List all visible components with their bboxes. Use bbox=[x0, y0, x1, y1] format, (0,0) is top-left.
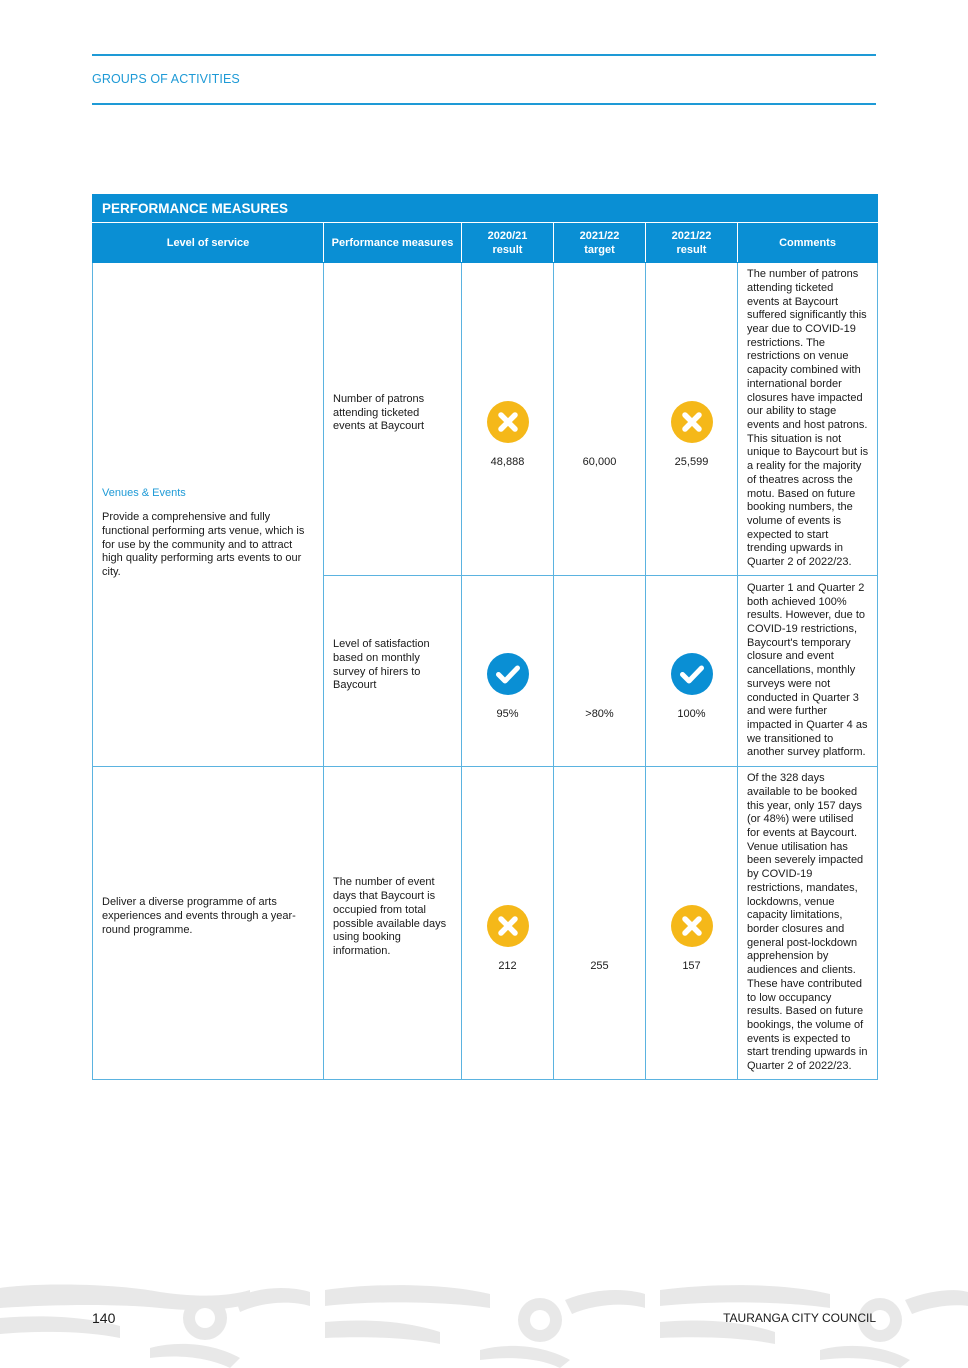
result-2020-value: 95% bbox=[496, 707, 519, 720]
col-header-target-2021-label: target bbox=[584, 243, 615, 256]
table-header-row bbox=[93, 223, 878, 263]
col-header-result-2020 bbox=[462, 223, 554, 263]
result-2020-value: 212 bbox=[498, 959, 517, 972]
cross-circle-icon bbox=[671, 401, 713, 443]
level-of-service-cell bbox=[93, 767, 324, 1080]
col-header-result-2021-label: result bbox=[676, 243, 707, 256]
col-header-result-2021-year: 2021/22 bbox=[671, 229, 712, 242]
table-row bbox=[93, 767, 878, 1080]
target-2021-cell bbox=[554, 767, 646, 1080]
result-2020-cell bbox=[462, 767, 554, 1080]
result-2021-cell bbox=[646, 767, 738, 1080]
table-title: PERFORMANCE MEASURES bbox=[93, 195, 878, 223]
check-circle-icon bbox=[671, 653, 713, 695]
result-2021-cell bbox=[646, 263, 738, 576]
comment-text: Of the 328 days available to be booked this year, only 157 days (or 48%) were utilised for events at Baycourt. Venue utilisation has been severely impacted by COVID-19 restrictions, mandates, lockdowns, venue capacity limitations, border closures and general post-lockdown apprehension by audiences and clients. These have contributed to low occupancy results. Based on future bookings, the volume of events is expected to start trending upwards in Quarter 2 of 2022/23. bbox=[747, 772, 868, 1073]
target-2021-value: 255 bbox=[590, 959, 609, 972]
check-circle-icon bbox=[487, 653, 529, 695]
col-header-performance-measures: Performance measures bbox=[324, 223, 462, 263]
measure-text: Level of satisfaction based on monthly survey of hirers to Baycourt bbox=[333, 638, 430, 692]
target-2021-cell bbox=[554, 263, 646, 576]
cross-circle-icon bbox=[487, 905, 529, 947]
section-label: GROUPS OF ACTIVITIES bbox=[92, 72, 240, 86]
target-2021-cell bbox=[554, 576, 646, 767]
col-header-comments: Comments bbox=[738, 223, 878, 263]
table-row bbox=[93, 263, 878, 576]
comment-cell bbox=[738, 576, 878, 767]
header-top-rule bbox=[92, 54, 876, 56]
service-title: Venues & Events bbox=[102, 487, 186, 500]
comment-cell bbox=[738, 263, 878, 576]
header-bottom-rule bbox=[92, 103, 876, 105]
service-description: Deliver a diverse programme of arts experiences and events through a year-round programme. bbox=[102, 896, 296, 936]
result-2021-value: 100% bbox=[677, 707, 706, 720]
performance-measures-table bbox=[92, 194, 878, 1080]
measure-cell bbox=[324, 576, 462, 767]
col-header-target-2021-year: 2021/22 bbox=[579, 229, 620, 242]
col-header-result-2021 bbox=[646, 223, 738, 263]
measure-cell bbox=[324, 263, 462, 576]
result-2021-value: 25,599 bbox=[674, 455, 709, 468]
measure-cell bbox=[324, 767, 462, 1080]
comment-text: The number of patrons attending ticketed events at Baycourt suffered significantly this year due to COVID-19 restrictions. The restrictions on venue capacity combined with international border closures have impacted our ability to stage events and host patrons. This situation is not unique to Baycourt but is a reality for the majority of theatres across the motu. Based on future booking numbers, the volume of events is expected to start trending upwards in Quarter 2 of 2022/23. bbox=[747, 268, 869, 569]
organisation-name: TAURANGA CITY COUNCIL bbox=[723, 1311, 876, 1325]
col-header-result-2020-label: result bbox=[492, 243, 523, 256]
measure-text: Number of patrons attending ticketed events at Baycourt bbox=[333, 392, 425, 433]
table-title-row bbox=[93, 195, 878, 223]
result-2021-value: 157 bbox=[682, 959, 701, 972]
target-2021-value: >80% bbox=[585, 707, 614, 720]
cross-circle-icon bbox=[487, 401, 529, 443]
level-of-service-cell bbox=[93, 263, 324, 767]
result-2020-cell bbox=[462, 576, 554, 767]
page-number: 140 bbox=[92, 1310, 116, 1326]
target-2021-value: 60,000 bbox=[582, 455, 617, 468]
comment-text: Quarter 1 and Quarter 2 both achieved 100% results. However, due to COVID-19 restrictions, Baycourt's temporary closure and event cancellations, monthly surveys were not conducted in Quarter 3 and were further impacted in Quarter 4 as we transitioned to another survey platform. bbox=[747, 581, 868, 759]
col-header-result-2020-year: 2020/21 bbox=[487, 229, 528, 242]
col-header-level-of-service: Level of service bbox=[93, 223, 324, 263]
cross-circle-icon bbox=[671, 905, 713, 947]
result-2021-cell bbox=[646, 576, 738, 767]
result-2020-cell bbox=[462, 263, 554, 576]
service-description: Provide a comprehensive and fully functional performing arts venue, which is for use by the community and to attract high quality performing arts events to our city. bbox=[102, 511, 305, 578]
col-header-target-2021 bbox=[554, 223, 646, 263]
result-2020-value: 48,888 bbox=[490, 455, 525, 468]
comment-cell bbox=[738, 767, 878, 1080]
measure-text: The number of event days that Baycourt is occupied from total possible available days using booking information. bbox=[333, 876, 447, 957]
